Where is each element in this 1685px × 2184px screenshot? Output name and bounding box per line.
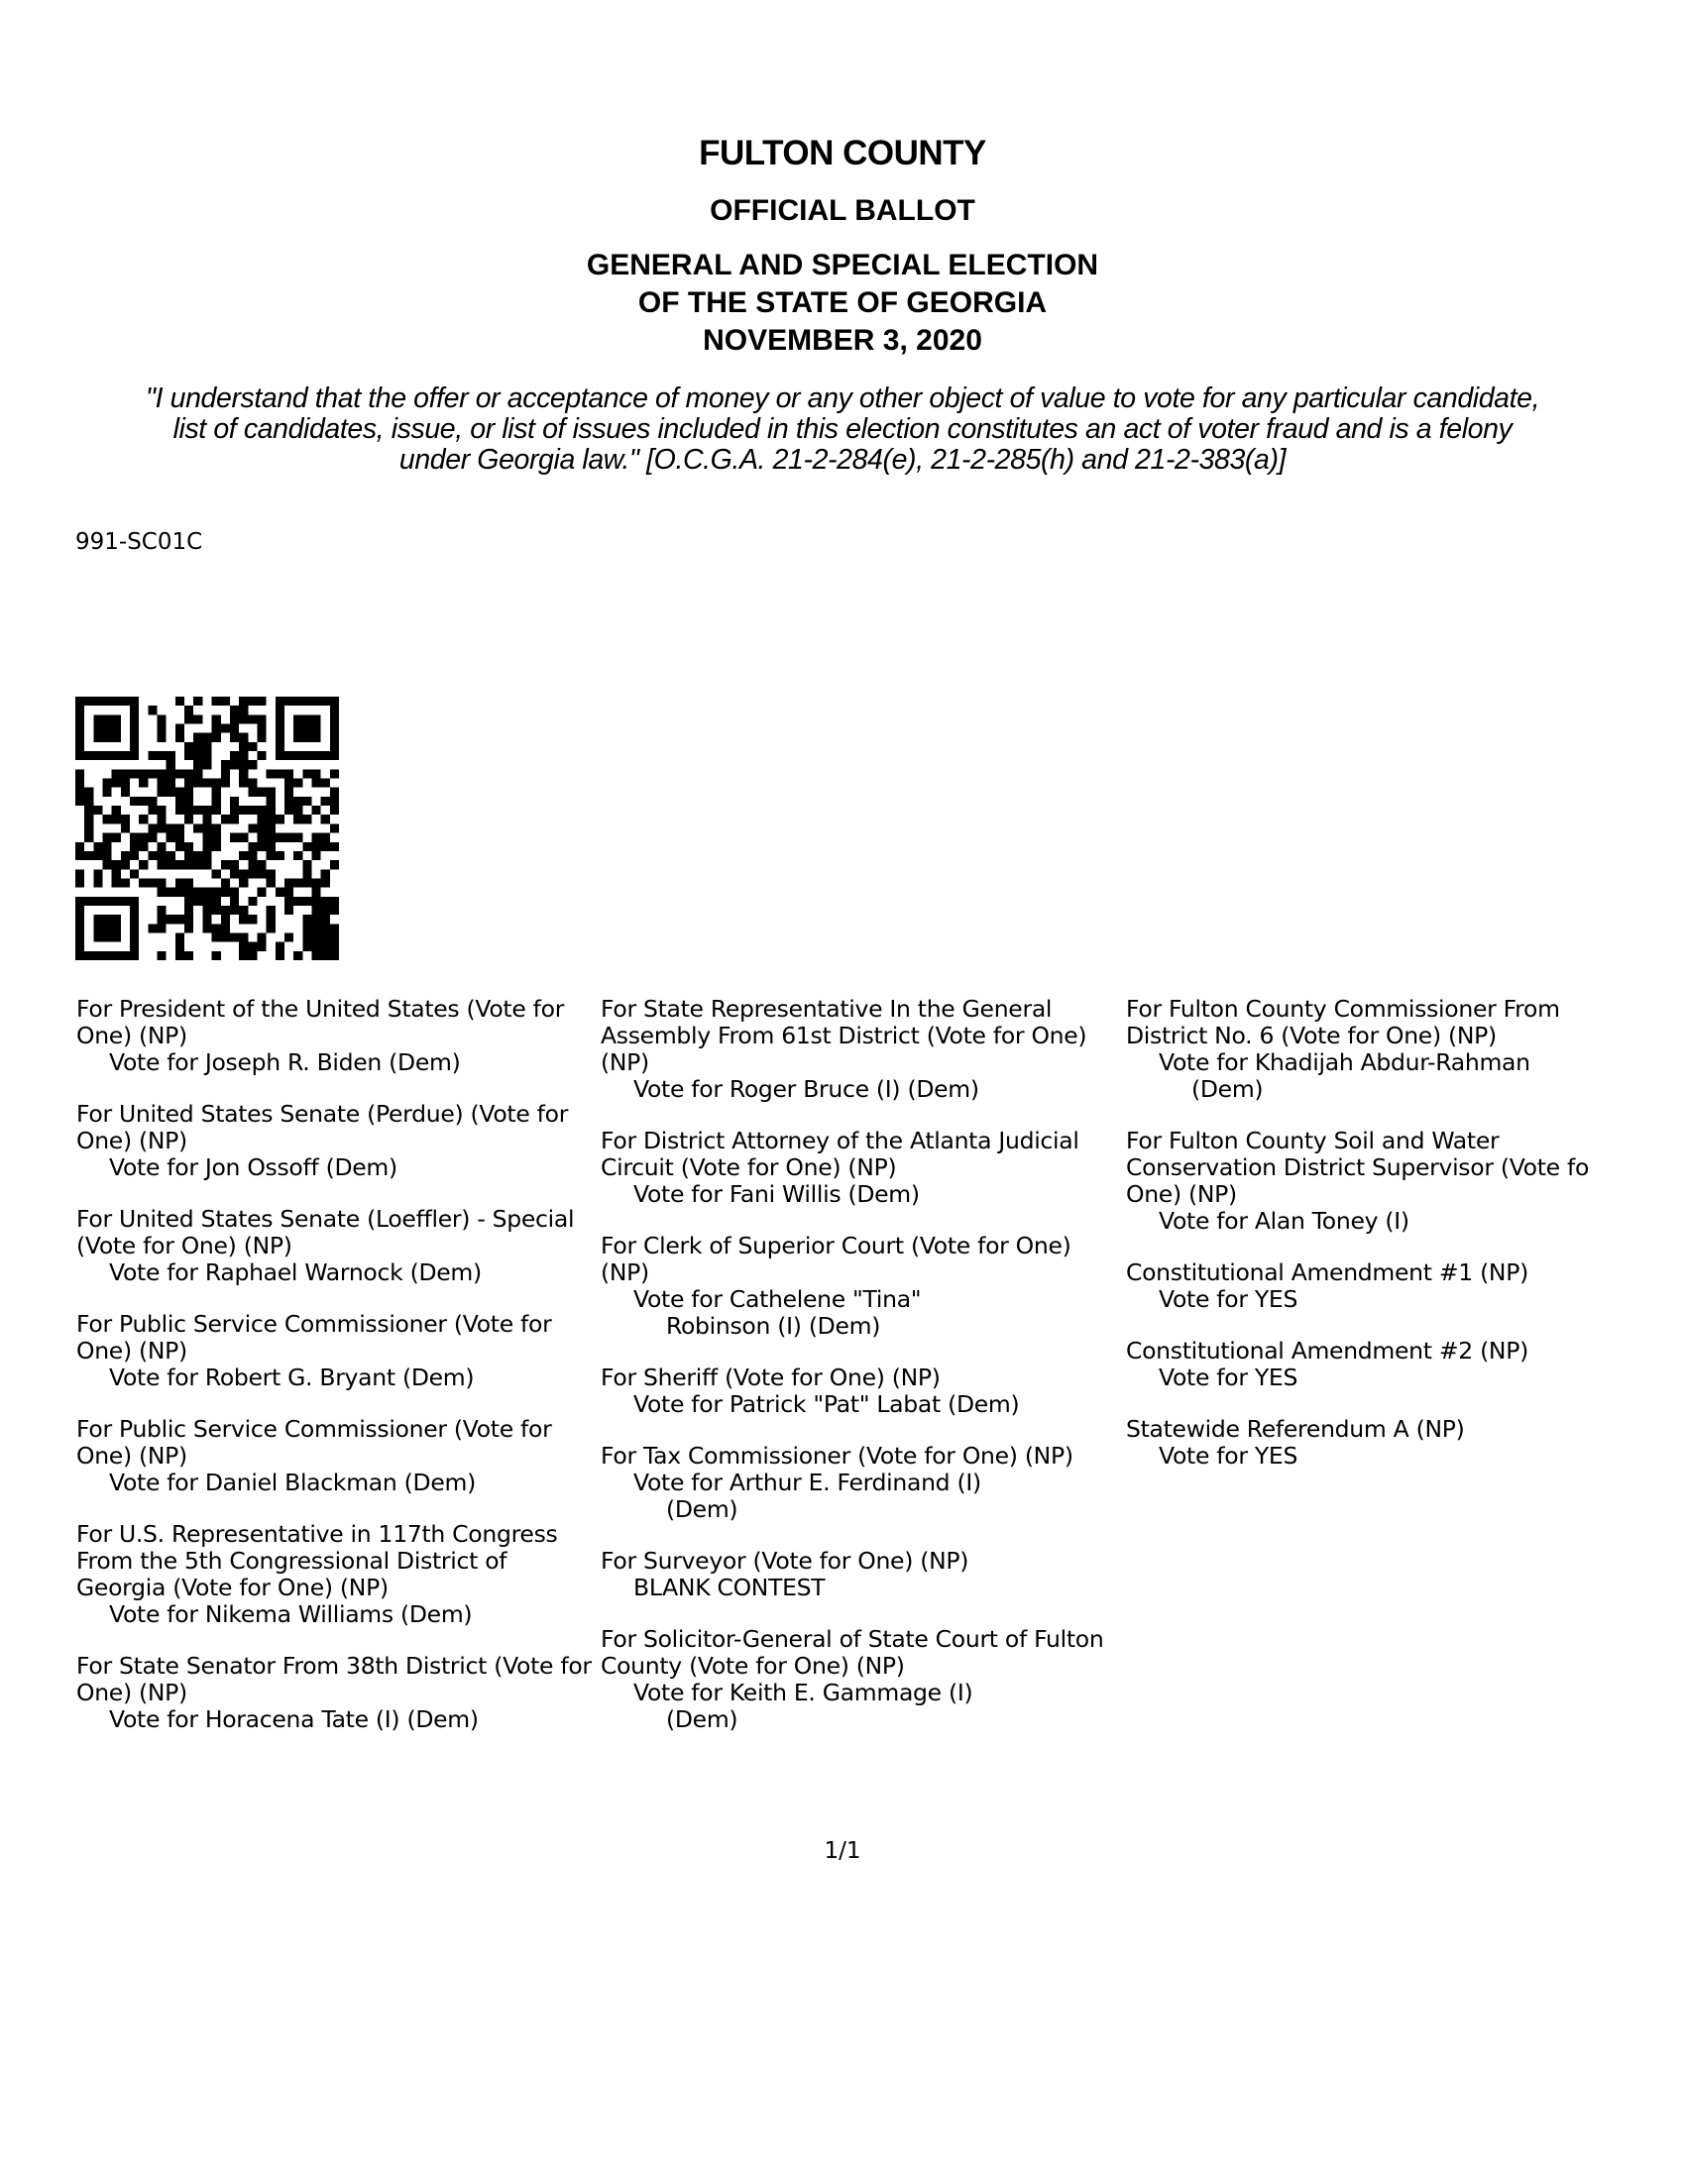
page-number: 1/1 <box>824 1838 861 1864</box>
contest-title: For Public Service Commissioner (Vote for One) (NP) <box>76 1415 552 1470</box>
ballot-style-code: 991-SC01C <box>75 529 203 555</box>
contest <box>601 1626 1121 1733</box>
qr-code-icon <box>75 697 339 960</box>
contest-selection: Vote for Horacena Tate (I) (Dem) <box>109 1705 479 1733</box>
contest-title: For Tax Commissioner (Vote for One) (NP) <box>601 1442 1073 1470</box>
contest <box>601 1233 1121 1340</box>
contest <box>601 1365 1121 1418</box>
contest-title: For United States Senate (Loeffler) - Special (Vote for One) (NP) <box>76 1205 575 1259</box>
oath-line-2: list of candidates, issue, or list of issues included in this election constitutes an act of voter fraud and is a felony <box>172 413 1513 445</box>
contest <box>1126 1338 1681 1391</box>
ballot-title: OFFICIAL BALLOT <box>710 194 975 227</box>
oath-line-1: "I understand that the offer or acceptance of money or any other object of value to vote for any particular candidate, <box>145 382 1540 414</box>
contest-selection-line: Vote for Alan Toney (I) <box>1159 1207 1409 1235</box>
contest-selection: Vote for Raphael Warnock (Dem) <box>109 1258 482 1286</box>
contest-selection: Vote for Joseph R. Biden (Dem) <box>109 1048 461 1076</box>
contest-column-3 <box>1126 996 1681 1494</box>
election-title-line-1: GENERAL AND SPECIAL ELECTION <box>586 249 1099 281</box>
contest-title-line: Statewide Referendum A (NP) <box>1126 1415 1465 1443</box>
contest-title: For Public Service Commissioner (Vote for One) (NP) <box>76 1310 552 1365</box>
contest-title-line: Constitutional Amendment #1 (NP) <box>1126 1258 1528 1286</box>
contest-title: For U.S. Representative in 117th Congress From the 5th Congressional District of Georgia (Vote for One) (NP) <box>76 1520 558 1601</box>
contest <box>76 1521 592 1628</box>
contest-title: For Solicitor-General of State Court of Fulton County (Vote for One) (NP) <box>601 1625 1104 1680</box>
contest-title: For Clerk of Superior Court (Vote for One) (NP) <box>601 1232 1071 1286</box>
contest-selection-line: (Dem) <box>1191 1075 1264 1103</box>
contest <box>76 996 592 1076</box>
contest-column-2 <box>601 996 1121 1758</box>
contest-title: For District Attorney of the Atlanta Judicial Circuit (Vote for One) (NP) <box>601 1127 1079 1181</box>
contest <box>1126 996 1681 1103</box>
contest <box>76 1206 592 1286</box>
contest <box>76 1653 592 1733</box>
contest-selection-line: Vote for YES <box>1159 1442 1298 1470</box>
contest-title: For State Representative In the General Assembly From 61st District (Vote for One) (NP) <box>601 995 1087 1076</box>
contest <box>1126 1128 1681 1235</box>
contest <box>601 996 1121 1103</box>
contest-title-line: District No. 6 (Vote for One) (NP) <box>1126 1022 1497 1049</box>
contest-title: For President of the United States (Vote for One) (NP) <box>76 995 565 1049</box>
contest <box>601 1548 1121 1601</box>
contest <box>76 1416 592 1496</box>
contest-selection: Vote for Jon Ossoff (Dem) <box>109 1153 397 1181</box>
contest-title-line: One) (NP) <box>1126 1180 1237 1208</box>
contest-title-line: For Fulton County Commissioner From <box>1126 995 1560 1023</box>
contest-title-line: Constitutional Amendment #2 (NP) <box>1126 1337 1528 1365</box>
contest-title: For State Senator From 38th District (Vote for One) (NP) <box>76 1652 592 1706</box>
contest-selection: Vote for Nikema Williams (Dem) <box>109 1600 473 1628</box>
contest <box>601 1128 1121 1208</box>
oath-line-3: under Georgia law." [O.C.G.A. 21-2-284(e), 21-2-285(h) and 21-2-383(a)] <box>398 444 1287 476</box>
contest-selection: Vote for Fani Willis (Dem) <box>633 1180 920 1208</box>
election-date: NOVEMBER 3, 2020 <box>703 324 982 357</box>
contest <box>76 1101 592 1181</box>
contest-selection-line: Vote for Khadijah Abdur-Rahman <box>1159 1048 1530 1076</box>
contest <box>1126 1259 1681 1313</box>
contest <box>76 1311 592 1391</box>
contest-column-1 <box>76 996 592 1758</box>
contest-title: For Surveyor (Vote for One) (NP) <box>601 1547 969 1575</box>
contest-selection-line: Vote for YES <box>1159 1364 1298 1391</box>
contest-title: For United States Senate (Perdue) (Vote for One) (NP) <box>76 1100 569 1154</box>
contest-selection: BLANK CONTEST <box>633 1574 826 1601</box>
contest-selection: Vote for Daniel Blackman (Dem) <box>109 1469 476 1496</box>
contest-selection: Vote for Arthur E. Ferdinand (I) (Dem) <box>633 1469 981 1523</box>
contest-selection-line: Vote for YES <box>1159 1285 1298 1313</box>
contest-selection: Vote for Keith E. Gammage (I) (Dem) <box>633 1679 973 1733</box>
contest-title: For Sheriff (Vote for One) (NP) <box>601 1364 941 1391</box>
contest-selection: Vote for Patrick "Pat" Labat (Dem) <box>633 1390 1020 1418</box>
voter-fraud-oath <box>69 383 1616 476</box>
contest-selection: Vote for Robert G. Bryant (Dem) <box>109 1364 475 1391</box>
contest-selection: Vote for Roger Bruce (I) (Dem) <box>633 1075 979 1103</box>
contest-title-line: Conservation District Supervisor (Vote fo <box>1126 1153 1590 1181</box>
contest-selection: Vote for Cathelene "Tina" Robinson (I) (Dem) <box>633 1285 922 1340</box>
contest <box>601 1443 1121 1523</box>
election-title-line-2: OF THE STATE OF GEORGIA <box>637 286 1048 319</box>
county-heading: FULTON COUNTY <box>699 134 986 172</box>
contest-title-line: For Fulton County Soil and Water <box>1126 1127 1500 1154</box>
contest <box>1126 1416 1681 1470</box>
